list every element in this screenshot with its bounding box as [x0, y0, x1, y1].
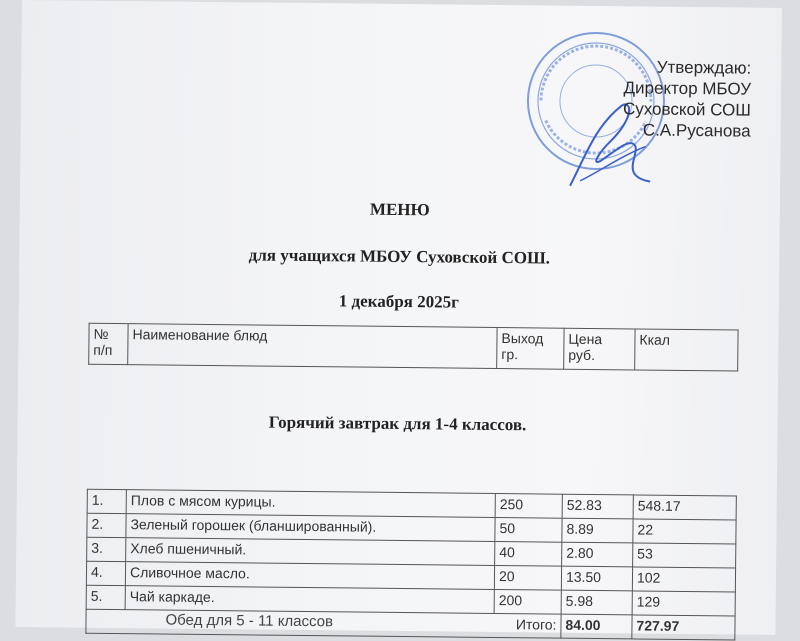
col-yield: Выход гр.: [497, 327, 564, 369]
approval-line: Суховской СОШ: [622, 99, 751, 120]
cut-off-text: Обед для 5 - 11 классов: [165, 611, 334, 631]
document-subtitle: для учащихся МБОУ Суховской СОШ.: [248, 245, 551, 268]
table-row: 5. Чай каркаде. 200 5.98 129: [86, 585, 735, 616]
total-label: Итого:: [86, 609, 561, 638]
table-row: 4. Сливочное масло. 20 13.50 102: [86, 561, 735, 592]
document-date: 1 декабря 2025г: [338, 291, 459, 312]
section-heading: Горячий завтрак для 1-4 классов.: [268, 412, 527, 435]
col-price: Цена руб.: [564, 328, 635, 370]
col-name: Наименование блюд: [128, 324, 497, 369]
paper-sheet: [15, 0, 782, 635]
table-row: 2. Зеленый горошек (бланшированный). 50 8.89 22: [87, 513, 736, 544]
total-kcal: 727.97: [632, 615, 735, 640]
approval-line: С.А.Русанова: [642, 120, 751, 141]
table-row: 1. Плов с мясом курицы. 250 52.83 548.17: [87, 489, 736, 520]
approval-line: Утверждаю:: [656, 57, 752, 78]
header-table: [88, 323, 738, 372]
approval-line: Директор МБОУ: [623, 78, 752, 99]
document-title: МЕНЮ: [369, 199, 430, 220]
col-num: № п/п: [89, 323, 128, 364]
col-kcal: Ккал: [635, 329, 738, 371]
total-price: 84.00: [561, 614, 632, 639]
approval-block: [591, 56, 752, 142]
table-row: 3. Хлеб пшеничный. 40 2.80 53: [87, 537, 736, 568]
